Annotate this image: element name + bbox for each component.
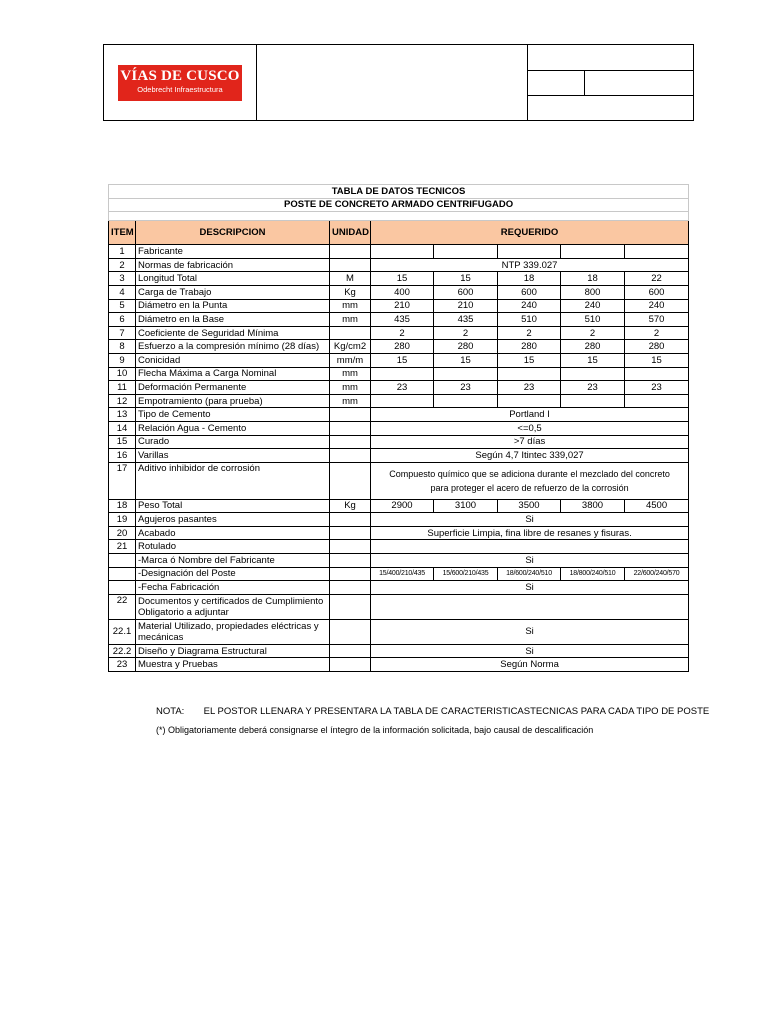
row-description: Documentos y certificados de Cumplimiento Obligatorio a adjuntar — [136, 594, 330, 619]
table-row — [109, 285, 689, 299]
row-unit: Kg — [330, 285, 371, 299]
row-unit — [330, 326, 371, 340]
table-row — [109, 644, 689, 658]
company-logo — [118, 65, 242, 101]
row-item: 10 — [109, 367, 136, 381]
table-row — [109, 272, 689, 286]
logo-title: VÍAS DE CUSCO — [120, 68, 240, 84]
row-description: Peso Total — [136, 499, 330, 513]
table-row — [109, 594, 689, 619]
row-value — [434, 245, 498, 259]
row-required-value: Según Norma — [371, 658, 689, 672]
row-value: 600 — [434, 285, 498, 299]
row-value: 600 — [498, 285, 561, 299]
row-item — [109, 554, 136, 568]
row-value: 240 — [625, 299, 689, 313]
row-description: -Designación del Poste — [136, 567, 330, 581]
row-value: 18 — [498, 272, 561, 286]
row-required-value: <=0,5 — [371, 421, 689, 435]
row-value: 18 — [561, 272, 625, 286]
header-description: DESCRIPCION — [136, 221, 330, 245]
row-value: 210 — [434, 299, 498, 313]
header-info-row-1 — [528, 45, 693, 71]
table-row — [109, 499, 689, 513]
row-value: 510 — [561, 313, 625, 327]
row-description: Conicidad — [136, 353, 330, 367]
row-required-value: Superficie Limpia, fina libre de resanes y fisuras. — [371, 526, 689, 540]
row-description: Flecha Máxima a Carga Nominal — [136, 367, 330, 381]
row-unit — [330, 619, 371, 644]
row-value — [625, 245, 689, 259]
row-unit — [330, 644, 371, 658]
row-unit — [330, 540, 371, 554]
row-description: -Marca ó Nombre del Fabricante — [136, 554, 330, 568]
table-row — [109, 367, 689, 381]
row-unit: Kg — [330, 499, 371, 513]
row-unit — [330, 408, 371, 422]
row-value — [625, 394, 689, 408]
row-item: 21 — [109, 540, 136, 554]
row-value: 240 — [561, 299, 625, 313]
table-row — [109, 381, 689, 395]
table-row — [109, 554, 689, 568]
row-unit — [330, 435, 371, 449]
row-value: 210 — [371, 299, 434, 313]
row-item: 12 — [109, 394, 136, 408]
row-item — [109, 567, 136, 581]
row-unit: mm — [330, 367, 371, 381]
row-value: 15 — [434, 272, 498, 286]
row-value: 15 — [371, 353, 434, 367]
row-value — [625, 367, 689, 381]
row-value: 2 — [498, 326, 561, 340]
row-value: 2 — [625, 326, 689, 340]
row-item: 15 — [109, 435, 136, 449]
row-value: 15/600/210/435 — [434, 567, 498, 581]
row-description: Material Utilizado, propiedades eléctricas y mecánicas — [136, 619, 330, 644]
row-value — [561, 367, 625, 381]
row-unit — [330, 421, 371, 435]
row-value — [434, 367, 498, 381]
note — [156, 706, 716, 717]
row-value: 280 — [498, 340, 561, 354]
note-label: NOTA: — [156, 706, 185, 717]
table-row — [109, 421, 689, 435]
row-required-value: Compuesto químico que se adiciona durante el mezclado del concreto para proteger el acero de refuerzo de la corrosión — [371, 462, 689, 499]
row-value: 800 — [561, 285, 625, 299]
row-value: 2 — [561, 326, 625, 340]
row-description: Deformación Permanente — [136, 381, 330, 395]
row-value: 18/600/240/510 — [498, 567, 561, 581]
row-value — [371, 245, 434, 259]
row-item: 20 — [109, 526, 136, 540]
spacer-row — [109, 212, 689, 221]
row-unit: mm — [330, 313, 371, 327]
table-row — [109, 394, 689, 408]
row-value — [561, 245, 625, 259]
row-value: 15 — [434, 353, 498, 367]
row-item: 13 — [109, 408, 136, 422]
row-required-value: Si — [371, 581, 689, 595]
row-description: Aditivo inhibidor de corrosión — [136, 462, 330, 499]
row-unit: M — [330, 272, 371, 286]
row-item: 4 — [109, 285, 136, 299]
mandatory-note: (*) Obligatoriamente deberá consignarse el íntegro de la información solicitada, bajo causal de descalificación — [156, 725, 594, 735]
table-row — [109, 567, 689, 581]
row-value — [371, 394, 434, 408]
row-value: 280 — [561, 340, 625, 354]
row-description: Agujeros pasantes — [136, 513, 330, 527]
row-item: 3 — [109, 272, 136, 286]
row-unit — [330, 462, 371, 499]
row-item: 8 — [109, 340, 136, 354]
row-description: Diseño y Diagrama Estructural — [136, 644, 330, 658]
row-value: 600 — [625, 285, 689, 299]
technical-data-table — [108, 184, 689, 672]
row-value: 18/800/240/510 — [561, 567, 625, 581]
row-value: 3800 — [561, 499, 625, 513]
row-value: 15/400/210/435 — [371, 567, 434, 581]
logo-cell — [104, 45, 257, 120]
row-value: 23 — [498, 381, 561, 395]
row-required-value: NTP 339.027 — [371, 258, 689, 272]
row-item: 14 — [109, 421, 136, 435]
row-value — [561, 394, 625, 408]
header-info-cell — [527, 45, 693, 120]
row-description: Longitud Total — [136, 272, 330, 286]
table-row — [109, 658, 689, 672]
row-required-value: Si — [371, 513, 689, 527]
row-item: 23 — [109, 658, 136, 672]
row-description: Muestra y Pruebas — [136, 658, 330, 672]
row-description: Empotramiento (para prueba) — [136, 394, 330, 408]
row-item: 9 — [109, 353, 136, 367]
table-row — [109, 619, 689, 644]
row-required-value: Si — [371, 619, 689, 644]
row-value: 15 — [498, 353, 561, 367]
row-item: 11 — [109, 381, 136, 395]
row-required-value: >7 días — [371, 435, 689, 449]
row-value: 280 — [371, 340, 434, 354]
table-row — [109, 526, 689, 540]
row-value: 280 — [434, 340, 498, 354]
row-unit — [330, 658, 371, 672]
row-unit — [330, 594, 371, 619]
row-item: 17 — [109, 462, 136, 499]
row-item: 6 — [109, 313, 136, 327]
row-value: 400 — [371, 285, 434, 299]
table-row — [109, 245, 689, 259]
row-value — [498, 394, 561, 408]
row-description: Varillas — [136, 449, 330, 463]
table-row — [109, 462, 689, 499]
document-header — [103, 44, 694, 121]
row-unit — [330, 526, 371, 540]
row-unit — [330, 581, 371, 595]
row-unit: mm — [330, 299, 371, 313]
row-unit — [330, 513, 371, 527]
header-required: REQUERIDO — [371, 221, 689, 245]
row-description: Acabado — [136, 526, 330, 540]
header-unit: UNIDAD — [330, 221, 371, 245]
row-item: 22.2 — [109, 644, 136, 658]
row-value: 4500 — [625, 499, 689, 513]
table-row — [109, 449, 689, 463]
row-value: 23 — [371, 381, 434, 395]
row-item: 5 — [109, 299, 136, 313]
row-unit: mm/m — [330, 353, 371, 367]
note-text: EL POSTOR LLENARA Y PRESENTARA LA TABLA DE CARACTERISTICASTECNICAS PARA CADA TIPO DE POSTE — [203, 706, 710, 717]
row-description: Tipo de Cemento — [136, 408, 330, 422]
row-value: 2 — [371, 326, 434, 340]
row-item: 2 — [109, 258, 136, 272]
row-item: 19 — [109, 513, 136, 527]
row-description: Carga de Trabajo — [136, 285, 330, 299]
row-description: Relación Agua - Cemento — [136, 421, 330, 435]
row-value: 23 — [625, 381, 689, 395]
row-unit — [330, 567, 371, 581]
header-info-row-2 — [528, 70, 693, 96]
table-row — [109, 581, 689, 595]
row-required-value: Según 4,7 Itintec 339,027 — [371, 449, 689, 463]
row-value: 280 — [625, 340, 689, 354]
row-value: 23 — [561, 381, 625, 395]
row-value — [498, 245, 561, 259]
row-value: 2 — [434, 326, 498, 340]
table-row — [109, 258, 689, 272]
row-required-value — [371, 594, 689, 619]
row-unit — [330, 245, 371, 259]
table-title: TABLA DE DATOS TECNICOS — [109, 185, 689, 199]
row-item — [109, 581, 136, 595]
row-description: Normas de fabricación — [136, 258, 330, 272]
table-row — [109, 299, 689, 313]
row-item: 16 — [109, 449, 136, 463]
row-unit: mm — [330, 394, 371, 408]
row-value — [498, 367, 561, 381]
row-value: 435 — [371, 313, 434, 327]
table-row — [109, 435, 689, 449]
row-value: 240 — [498, 299, 561, 313]
row-required-value: Si — [371, 554, 689, 568]
logo-subtitle: Odebrecht Infraestructura — [137, 85, 223, 94]
row-value: 15 — [625, 353, 689, 367]
row-unit — [330, 449, 371, 463]
row-value: 2900 — [371, 499, 434, 513]
table-row — [109, 326, 689, 340]
row-item: 7 — [109, 326, 136, 340]
row-item: 1 — [109, 245, 136, 259]
row-value: 23 — [434, 381, 498, 395]
row-required-value — [371, 540, 689, 554]
table-subtitle: POSTE DE CONCRETO ARMADO CENTRIFUGADO — [109, 198, 689, 212]
table-row — [109, 513, 689, 527]
row-item: 18 — [109, 499, 136, 513]
table-row — [109, 313, 689, 327]
row-description: -Fecha Fabricación — [136, 581, 330, 595]
row-value: 22/600/240/570 — [625, 567, 689, 581]
row-unit — [330, 554, 371, 568]
row-item: 22.1 — [109, 619, 136, 644]
table-row — [109, 353, 689, 367]
row-description: Diámetro en la Punta — [136, 299, 330, 313]
row-value: 3100 — [434, 499, 498, 513]
row-value — [434, 394, 498, 408]
row-description: Coeficiente de Seguridad Mínima — [136, 326, 330, 340]
row-description: Diámetro en la Base — [136, 313, 330, 327]
row-description: Esfuerzo a la compresión mínimo (28 días) — [136, 340, 330, 354]
row-unit — [330, 258, 371, 272]
row-required-value: Portland I — [371, 408, 689, 422]
header-item: ITEM — [109, 221, 136, 245]
row-value: 570 — [625, 313, 689, 327]
row-required-value: Si — [371, 644, 689, 658]
row-description: Fabricante — [136, 245, 330, 259]
row-value: 22 — [625, 272, 689, 286]
row-item: 22 — [109, 594, 136, 619]
row-description: Curado — [136, 435, 330, 449]
row-unit: mm — [330, 381, 371, 395]
table-row — [109, 340, 689, 354]
row-value: 510 — [498, 313, 561, 327]
row-unit: Kg/cm2 — [330, 340, 371, 354]
row-value — [371, 367, 434, 381]
row-value: 3500 — [498, 499, 561, 513]
table-row — [109, 540, 689, 554]
row-value: 435 — [434, 313, 498, 327]
row-value: 15 — [371, 272, 434, 286]
row-description: Rotulado — [136, 540, 330, 554]
table-row — [109, 408, 689, 422]
row-value: 15 — [561, 353, 625, 367]
